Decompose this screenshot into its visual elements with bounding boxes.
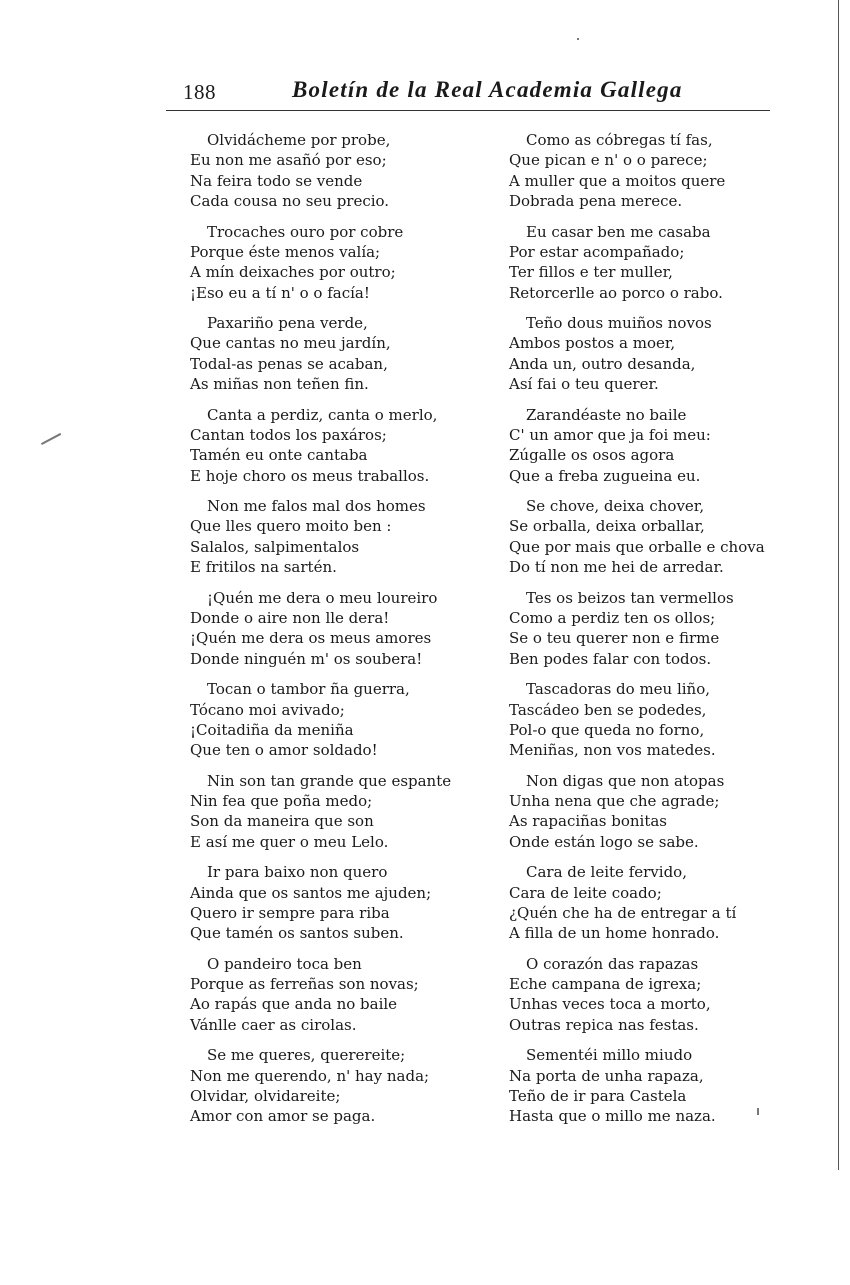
verse-line: Que por mais que orballe e chova (509, 537, 765, 556)
stanza (190, 862, 480, 944)
verse-line: Cara de leite coado; (509, 883, 662, 902)
left-column (190, 130, 480, 1137)
verse-line: Teño de ir para Castela (509, 1086, 687, 1105)
verse-line: ¿Quén che ha de entregar a tí (509, 903, 737, 922)
stanza (509, 130, 779, 212)
verse-line: Todal-as penas se acaban, (190, 354, 388, 373)
running-title: Boletín de la Real Academia Gallega (292, 77, 683, 102)
verse-line: Que pican e n' o o parece; (509, 151, 708, 170)
verse-line: As rapaciñas bonitas (509, 812, 667, 831)
verse-line: Tamén eu onte cantaba (190, 446, 368, 465)
stanza (190, 679, 480, 761)
verse-line: Trocaches ouro por cobre (207, 222, 404, 241)
verse-line: Onde están logo se sabe. (509, 832, 699, 851)
verse-line: Ainda que os santos me ajuden; (190, 883, 432, 902)
verse-line: Por estar acompañado; (509, 242, 685, 261)
stanza (509, 771, 779, 853)
verse-line: Ao rapás que anda no baile (190, 995, 398, 1014)
verse-line: Unhas veces toca a morto, (509, 995, 711, 1014)
verse-line: Amor con amor se paga. (190, 1107, 376, 1126)
verse-line: Non digas que non atopas (526, 771, 725, 790)
verse-line: Se orballa, deixa orballar, (509, 517, 705, 536)
verse-line: O corazón das rapazas (526, 954, 699, 973)
verse-line: Vánlle caer as cirolas. (190, 1015, 357, 1034)
verse-line: Donde ninguén m' os soubera! (190, 649, 423, 668)
stanza (509, 313, 779, 395)
page-number: 188 (183, 80, 216, 104)
verse-line: Eu non me asañó por eso; (190, 151, 387, 170)
stanza (509, 222, 779, 304)
verse-line: ¡Quén me dera o meu loureiro (207, 588, 438, 607)
verse-line: ¡Quén me dera os meus amores (190, 629, 432, 648)
verse-line: ¡Coitadiña da meniña (190, 720, 354, 739)
verse-line: Olvidar, olvidareite; (190, 1086, 341, 1105)
verse-line: Porque as ferreñas son novas; (190, 975, 419, 994)
stanza (509, 588, 779, 670)
verse-line: Donde o aire non lle dera! (190, 608, 390, 627)
verse-line: Porque éste menos valía; (190, 242, 381, 261)
verse-line: Non me querendo, n' hay nada; (190, 1066, 430, 1085)
verse-line: Cara de leite fervido, (526, 863, 687, 882)
stanza (509, 1045, 779, 1127)
verse-line: Nin fea que poña medo; (190, 792, 373, 811)
verse-line: Que a freba zugueina eu. (509, 466, 701, 485)
verse-line: Que cantas no meu jardín, (190, 334, 391, 353)
stanza (509, 679, 779, 761)
stanza (190, 588, 480, 670)
verse-line: E hoje choro os meus traballos. (190, 466, 430, 485)
stanza (190, 954, 480, 1036)
verse-line: E así me quer o meu Lelo. (190, 832, 389, 851)
verse-line: Do tí non me hei de arredar. (509, 558, 724, 577)
stanza (509, 496, 779, 578)
verse-line: Ir para baixo non quero (207, 863, 388, 882)
verse-line: Nin son tan grande que espante (207, 771, 452, 790)
verse-line: Sementéi millo miudo (526, 1046, 693, 1065)
verse-line: E fritilos na sartén. (190, 558, 337, 577)
verse-line: A muller que a moitos quere (509, 171, 726, 190)
stanza (190, 496, 480, 578)
verse-line: Non me falos mal dos homes (207, 497, 426, 516)
verse-line: As miñas non teñen fin. (190, 375, 369, 394)
stanza (190, 222, 480, 304)
verse-line: Así fai o teu querer. (509, 375, 659, 394)
verse-line: O pandeiro toca ben (207, 954, 362, 973)
scan-speck (577, 38, 579, 40)
verse-line: Cada cousa no seu precio. (190, 192, 390, 211)
stanza (509, 954, 779, 1036)
verse-line: Retorcerlle ao porco o rabo. (509, 283, 723, 302)
verse-line: Tócano moi avivado; (190, 700, 345, 719)
verse-line: Como as cóbregas tí fas, (526, 131, 713, 149)
verse-line: Salalos, salpimentalos (190, 537, 360, 556)
verse-line: Unha nena que che agrade; (509, 792, 720, 811)
header-rule (166, 110, 770, 111)
verse-line: Anda un, outro desanda, (509, 354, 696, 373)
page-edge-line (838, 0, 839, 1170)
stanza (509, 405, 779, 487)
stanza (190, 771, 480, 853)
stanza (190, 313, 480, 395)
verse-line: Ambos postos a moer, (509, 334, 676, 353)
verse-line: Tascadoras do meu liño, (526, 680, 711, 699)
verse-line: Zarandéaste no baile (526, 405, 687, 424)
verse-line: Ter fillos e ter muller, (509, 263, 673, 282)
verse-line: C' un amor que ja foi meu: (509, 425, 711, 444)
verse-line: Se o teu querer non e firme (509, 629, 720, 648)
verse-line: Canta a perdiz, canta o merlo, (207, 405, 438, 424)
scan-speck (757, 1108, 759, 1115)
stanza (190, 405, 480, 487)
verse-line: Hasta que o millo me naza. (509, 1107, 716, 1126)
stanza (190, 1045, 480, 1127)
verse-line: Meniñas, non vos matedes. (509, 741, 716, 760)
verse-line: Son da maneira que son (190, 812, 374, 831)
verse-line: Na porta de unha rapaza, (509, 1066, 704, 1085)
verse-line: Quero ir sempre para riba (190, 903, 390, 922)
verse-line: Que ten o amor soldado! (190, 741, 378, 760)
right-column (509, 130, 779, 1137)
verse-line: Paxariño pena verde, (207, 314, 368, 333)
verse-line: A mín deixaches por outro; (190, 263, 396, 282)
stanza (509, 862, 779, 944)
verse-line: Tocan o tambor ña guerra, (207, 680, 410, 699)
verse-line: Zúgalle os osos agora (509, 446, 675, 465)
verse-line: Olvidácheme por probe, (207, 131, 391, 149)
verse-line: Se chove, deixa chover, (526, 497, 705, 516)
verse-line: Tes os beizos tan vermellos (526, 588, 734, 607)
stanza (190, 130, 480, 212)
verse-line: Eu casar ben me casaba (526, 222, 711, 241)
verse-line: Pol-o que queda no forno, (509, 720, 705, 739)
scan-speck (41, 433, 61, 445)
verse-line: Cantan todos los paxáros; (190, 425, 387, 444)
verse-line: Que tamén os santos suben. (190, 924, 404, 943)
verse-line: Outras repica nas festas. (509, 1015, 699, 1034)
verse-line: A filla de un home honrado. (509, 924, 720, 943)
verse-line: Se me queres, querereite; (207, 1046, 406, 1065)
verse-line: Como a perdiz ten os ollos; (509, 608, 716, 627)
verse-line: Tascádeo ben se podedes, (509, 700, 707, 719)
verse-line: Teño dous muiños novos (526, 314, 712, 333)
verse-line: Dobrada pena merece. (509, 192, 683, 211)
verse-line: Eche campana de igrexa; (509, 975, 702, 994)
verse-line: Ben podes falar con todos. (509, 649, 712, 668)
verse-line: Que lles quero moito ben : (190, 517, 392, 536)
verse-line: Na feira todo se vende (190, 171, 363, 190)
verse-line: ¡Eso eu a tí n' o o facía! (190, 283, 370, 302)
